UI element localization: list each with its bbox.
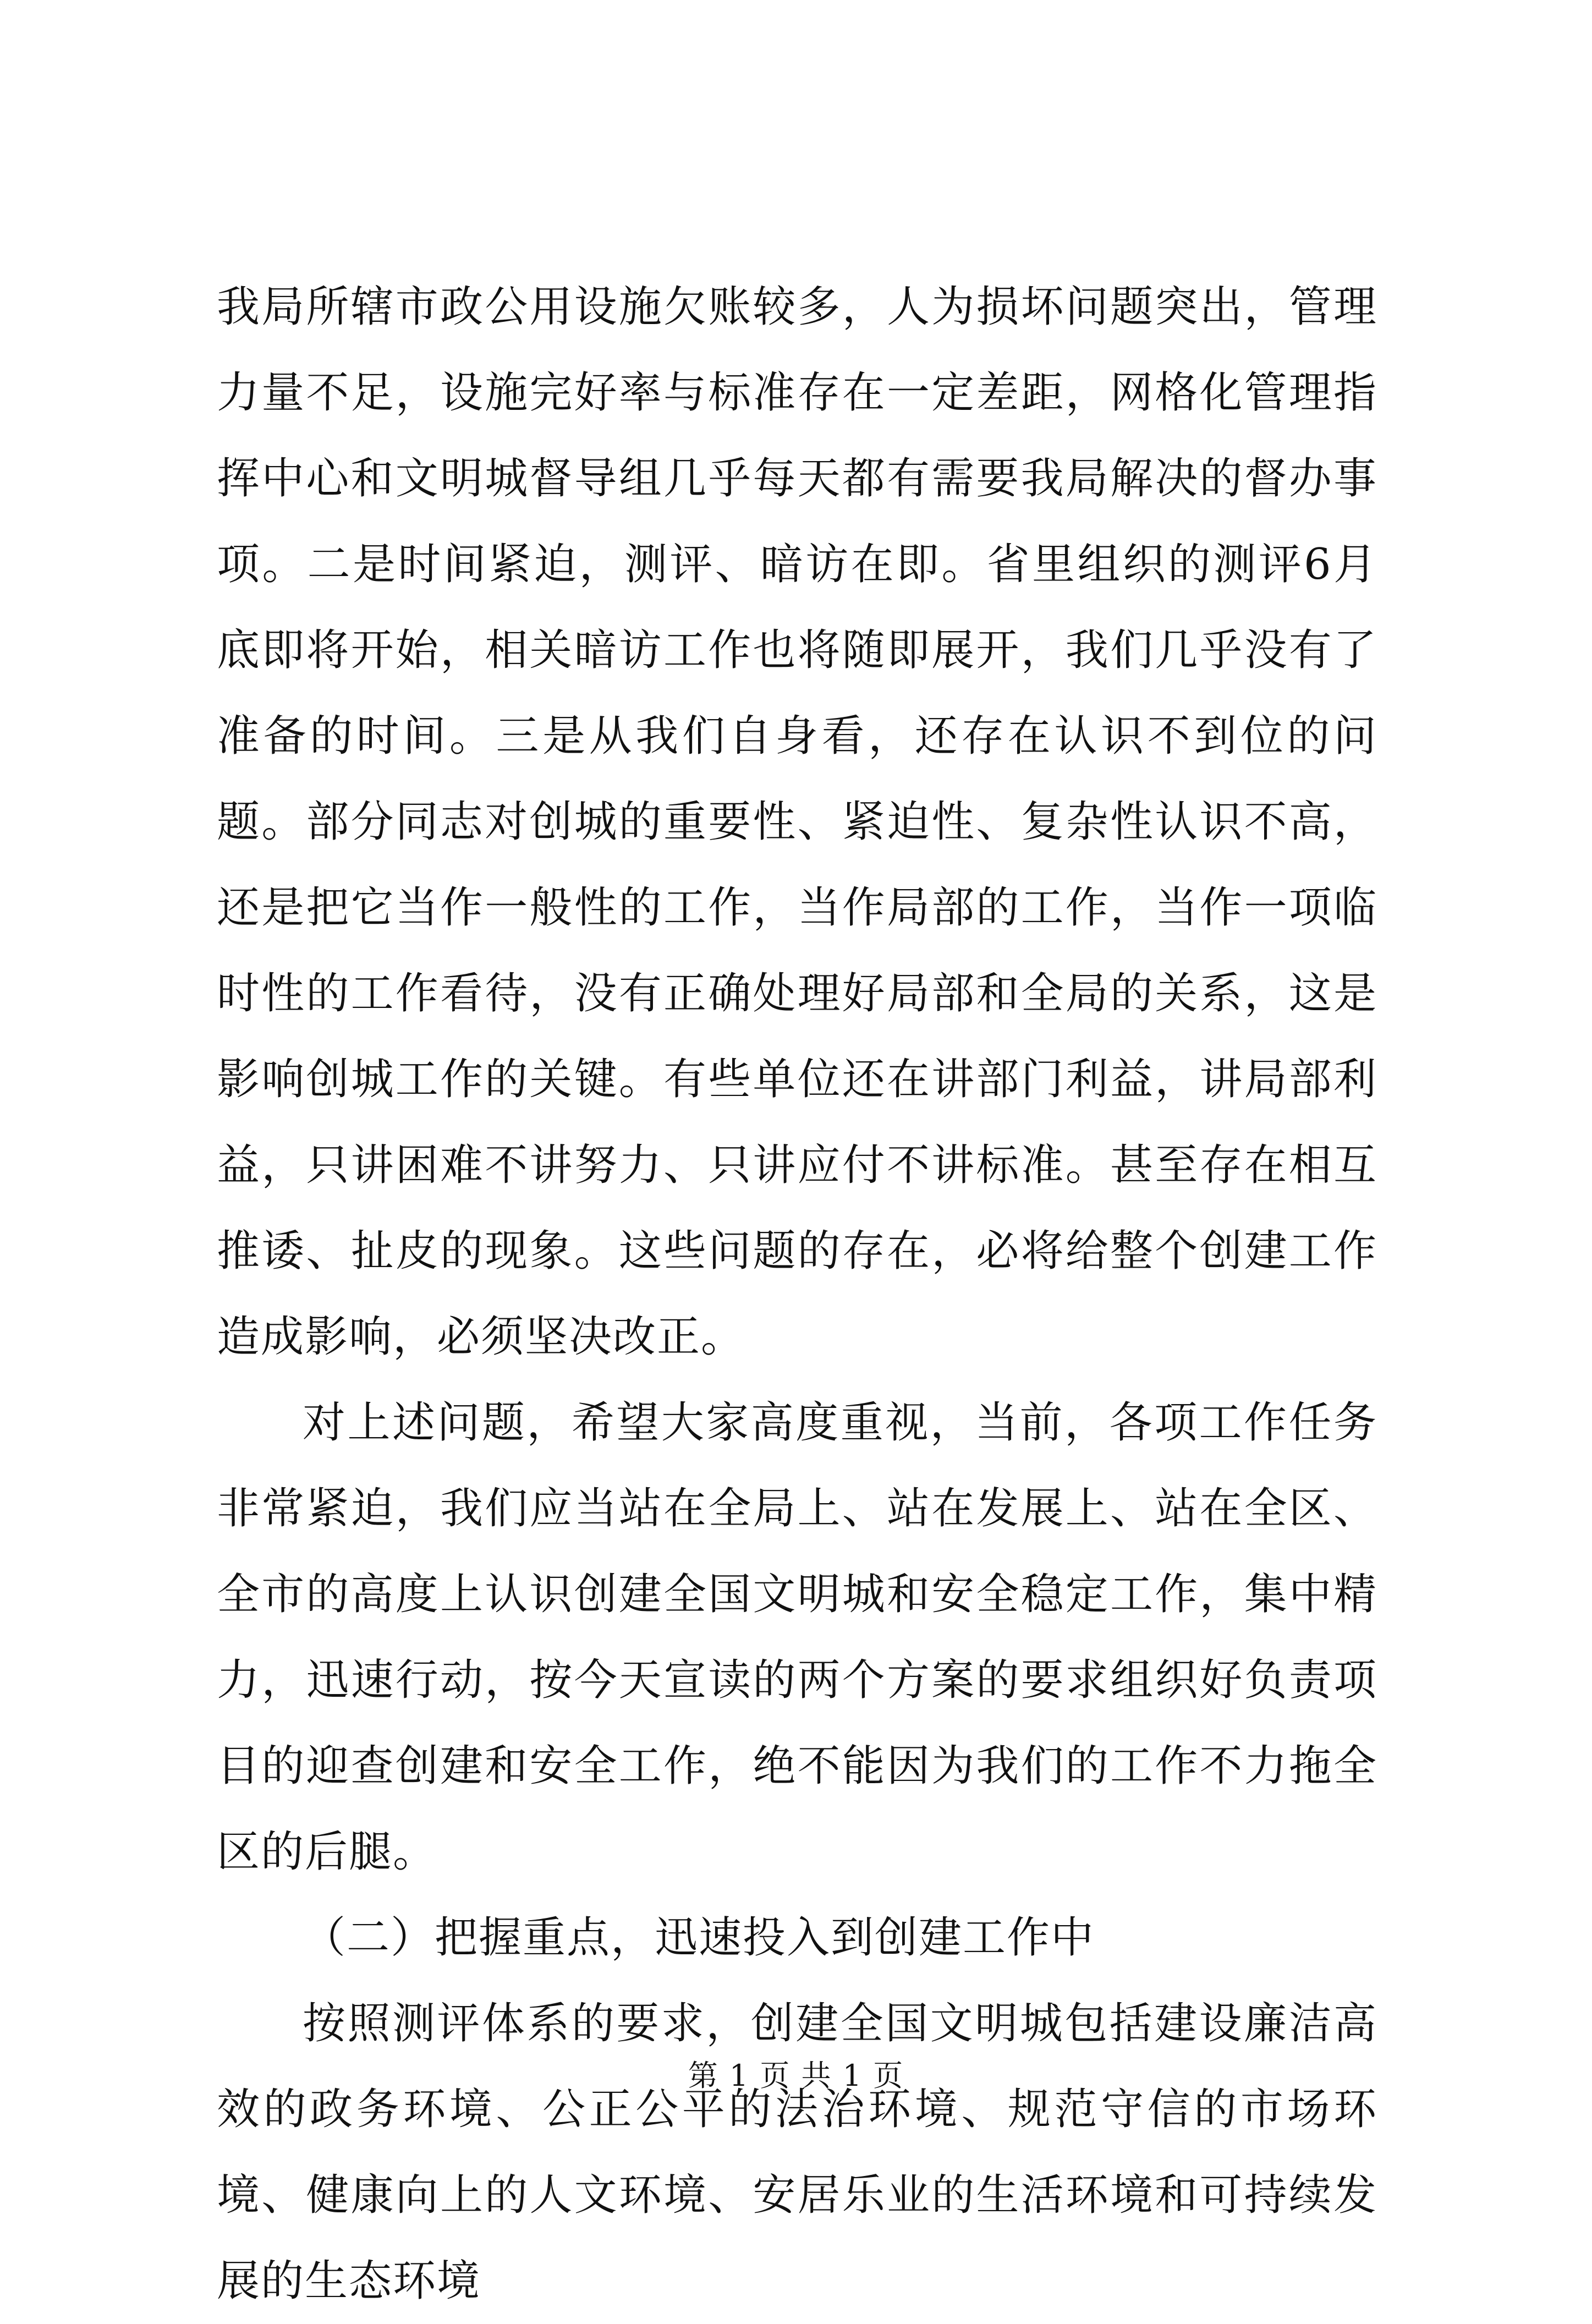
body-paragraph-3: 按照测评体系的要求，创建全国文明城包括建设廉洁高效的政务环境、公正公平的法治环境、规范守信的市场环境、健康向上的人文环境、安居乐业的生活环境和可持续发展的生态环境 bbox=[217, 1999, 1377, 2306]
section-heading: （二）把握重点，迅速投入到创建工作中 bbox=[303, 1913, 1095, 1963]
body-paragraph-2: 对上述问题，希望大家高度重视，当前，各项工作任务非常紧迫，我们应当站在全局上、站在发展上、站在全区、全市的高度上认识创建全国文明城和安全稳定工作，集中精力，迅速行动，按今天宣读的两个方案的要求组织好负责项目的迎查创建和安全工作，绝不能因为我们的工作不力拖全区的后腿。 bbox=[217, 1398, 1377, 1877]
body-paragraph-1: 我局所辖市政公用设施欠账较多，人为损坏问题突出，管理力量不足，设施完好率与标准存在一定差距，网格化管理指挥中心和文明城督导组几乎每天都有需要我局解决的督办事项。二是时间紧迫，测评、暗访在即。省里组织的测评6月底即将开始，相关暗访工作也将随即展开，我们几乎没有了准备的时间。三是从我们自身看，还存在认识不到位的问题。部分同志对创城的重要性、紧迫性、复杂性认识不高，还是把它当作一般性的工作，当作局部的工作，当作一项临时性的工作看待，没有正确处理好局部和全局的关系，这是影响创城工作的关键。有些单位还在讲部门利益，讲局部利益，只讲困难不讲努力、只讲应付不讲标准。甚至存在相互推诿、扯皮的现象。这些问题的存在，必将给整个创建工作造成影响，必须坚决改正。 bbox=[217, 282, 1377, 1362]
page-footer: 第 1 页 共 1 页 bbox=[688, 2058, 904, 2093]
document-body bbox=[217, 264, 1377, 2324]
